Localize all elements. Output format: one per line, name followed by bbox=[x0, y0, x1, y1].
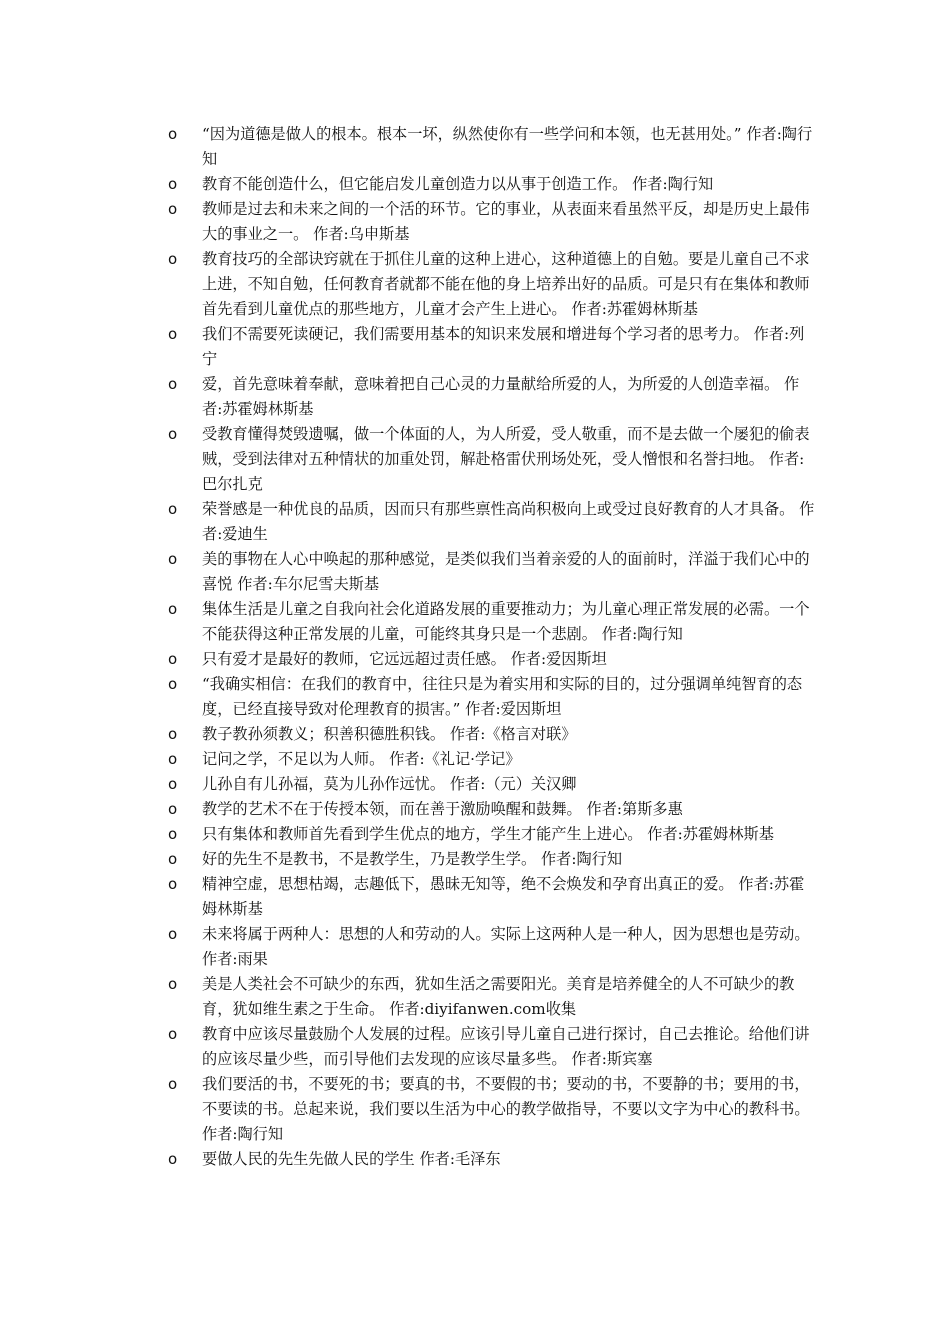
list-item bbox=[168, 497, 818, 547]
bullet-icon: o bbox=[168, 1075, 178, 1093]
list-item bbox=[168, 872, 818, 922]
bullet-icon: o bbox=[168, 875, 178, 893]
bullet-icon: o bbox=[168, 850, 178, 868]
quote-text: “因为道德是做人的根本。根本一坏，纵然使你有一些学问和本领，也无甚用处。” 作者:陶行知 bbox=[202, 125, 813, 168]
quote-text: 我们不需要死读硬记，我们需要用基本的知识来发展和增进每个学习者的思考力。 作者:列宁 bbox=[202, 325, 805, 368]
bullet-icon: o bbox=[168, 800, 178, 818]
quote-text: 只有爱才是最好的教师，它远远超过责任感。 作者:爱因斯坦 bbox=[202, 650, 607, 668]
bullet-icon: o bbox=[168, 775, 178, 793]
quote-text: 教学的艺术不在于传授本领，而在善于激励唤醒和鼓舞。 作者:第斯多惠 bbox=[202, 800, 683, 818]
bullet-icon: o bbox=[168, 975, 178, 993]
list-item bbox=[168, 597, 818, 647]
list-item bbox=[168, 1147, 818, 1172]
quote-list bbox=[168, 122, 818, 1172]
list-item bbox=[168, 672, 818, 722]
list-item bbox=[168, 722, 818, 747]
quote-text: 集体生活是儿童之自我向社会化道路发展的重要推动力；为儿童心理正常发展的必需。一个不能获得这种正常发展的儿童，可能终其身只是一个悲剧。 作者:陶行知 bbox=[202, 600, 810, 643]
quote-text: 未来将属于两种人：思想的人和劳动的人。实际上这两种人是一种人，因为思想也是劳动。 作者:雨果 bbox=[202, 925, 810, 968]
quote-text: “我确实相信：在我们的教育中，往往只是为着实用和实际的目的，过分强调单纯智育的态度，已经直接导致对伦理教育的损害。” 作者:爱因斯坦 bbox=[202, 675, 803, 718]
bullet-icon: o bbox=[168, 1150, 178, 1168]
list-item bbox=[168, 747, 818, 772]
bullet-icon: o bbox=[168, 825, 178, 843]
list-item bbox=[168, 647, 818, 672]
list-item bbox=[168, 772, 818, 797]
bullet-icon: o bbox=[168, 675, 178, 693]
quote-text: 教育不能创造什么，但它能启发儿童创造力以从事于创造工作。 作者:陶行知 bbox=[202, 175, 714, 193]
bullet-icon: o bbox=[168, 650, 178, 668]
quote-text: 只有集体和教师首先看到学生优点的地方，学生才能产生上进心。 作者:苏霍姆林斯基 bbox=[202, 825, 774, 843]
bullet-icon: o bbox=[168, 725, 178, 743]
list-item bbox=[168, 972, 818, 1022]
quote-text: 儿孙自有儿孙福，莫为儿孙作远忧。 作者:（元）关汉卿 bbox=[202, 775, 577, 793]
quote-text: 教师是过去和未来之间的一个活的环节。它的事业，从表面来看虽然平反，却是历史上最伟大的事业之一。 作者:乌申斯基 bbox=[202, 200, 810, 243]
bullet-icon: o bbox=[168, 925, 178, 943]
bullet-icon: o bbox=[168, 500, 178, 518]
bullet-icon: o bbox=[168, 325, 178, 343]
bullet-icon: o bbox=[168, 125, 178, 143]
bullet-icon: o bbox=[168, 425, 178, 443]
list-item bbox=[168, 422, 818, 497]
quote-text: 教育技巧的全部诀窍就在于抓住儿童的这种上进心，这种道德上的自勉。要是儿童自己不求上进，不知自勉，任何教育者就都不能在他的身上培养出好的品质。可是只有在集体和教师首先看到儿童优点的那些地方，儿童才会产生上进心。 作者:苏霍姆林斯基 bbox=[202, 250, 810, 318]
quote-text: 精神空虚，思想枯竭，志趣低下，愚昧无知等，绝不会焕发和孕育出真正的爱。 作者:苏霍姆林斯基 bbox=[202, 875, 805, 918]
list-item bbox=[168, 847, 818, 872]
quote-text: 教育中应该尽量鼓励个人发展的过程。应该引导儿童自己进行探讨，自己去推论。给他们讲的应该尽量少些，而引导他们去发现的应该尽量多些。 作者:斯宾塞 bbox=[202, 1025, 810, 1068]
quote-text: 爱，首先意味着奉献，意味着把自己心灵的力量献给所爱的人，为所爱的人创造幸福。 作者:苏霍姆林斯基 bbox=[202, 375, 800, 418]
bullet-icon: o bbox=[168, 750, 178, 768]
bullet-icon: o bbox=[168, 550, 178, 568]
quote-text: 好的先生不是教书，不是教学生，乃是教学生学。 作者:陶行知 bbox=[202, 850, 623, 868]
list-item bbox=[168, 922, 818, 972]
bullet-icon: o bbox=[168, 375, 178, 393]
quote-text: 美是人类社会不可缺少的东西，犹如生活之需要阳光。美育是培养健全的人不可缺少的教育，犹如维生素之于生命。 作者:diyifanwen.com收集 bbox=[202, 975, 795, 1018]
quote-text: 荣誉感是一种优良的品质，因而只有那些禀性高尚积极向上或受过良好教育的人才具备。 作者:爱迪生 bbox=[202, 500, 815, 543]
quote-text: 教子教孙须教义；积善积德胜积钱。 作者:《格言对联》 bbox=[202, 725, 577, 743]
quote-text: 要做人民的先生先做人民的学生 作者:毛泽东 bbox=[202, 1150, 501, 1168]
list-item bbox=[168, 1022, 818, 1072]
bullet-icon: o bbox=[168, 200, 178, 218]
list-item bbox=[168, 247, 818, 322]
list-item bbox=[168, 122, 818, 172]
list-item bbox=[168, 372, 818, 422]
bullet-icon: o bbox=[168, 600, 178, 618]
list-item bbox=[168, 797, 818, 822]
list-item bbox=[168, 172, 818, 197]
quote-text: 美的事物在人心中唤起的那种感觉，是类似我们当着亲爱的人的面前时，洋溢于我们心中的喜悦 作者:车尔尼雪夫斯基 bbox=[202, 550, 810, 593]
list-item bbox=[168, 822, 818, 847]
bullet-icon: o bbox=[168, 175, 178, 193]
bullet-icon: o bbox=[168, 1025, 178, 1043]
list-item bbox=[168, 322, 818, 372]
quote-text: 受教育懂得焚毁遗嘱，做一个体面的人，为人所爱，受人敬重，而不是去做一个屡犯的偷表贼，受到法律对五种情状的加重处罚，解赴格雷伏刑场处死，受人憎恨和名誉扫地。 作者:巴尔扎克 bbox=[202, 425, 810, 493]
list-item bbox=[168, 1072, 818, 1147]
list-item bbox=[168, 197, 818, 247]
quote-text: 我们要活的书，不要死的书；要真的书，不要假的书；要动的书，不要静的书；要用的书，不要读的书。总起来说，我们要以生活为中心的教学做指导，不要以文字为中心的教科书。 作者:陶行知 bbox=[202, 1075, 810, 1143]
quote-text: 记问之学，不足以为人师。 作者:《礼记·学记》 bbox=[202, 750, 521, 768]
document-page bbox=[168, 122, 818, 1172]
list-item bbox=[168, 547, 818, 597]
bullet-icon: o bbox=[168, 250, 178, 268]
